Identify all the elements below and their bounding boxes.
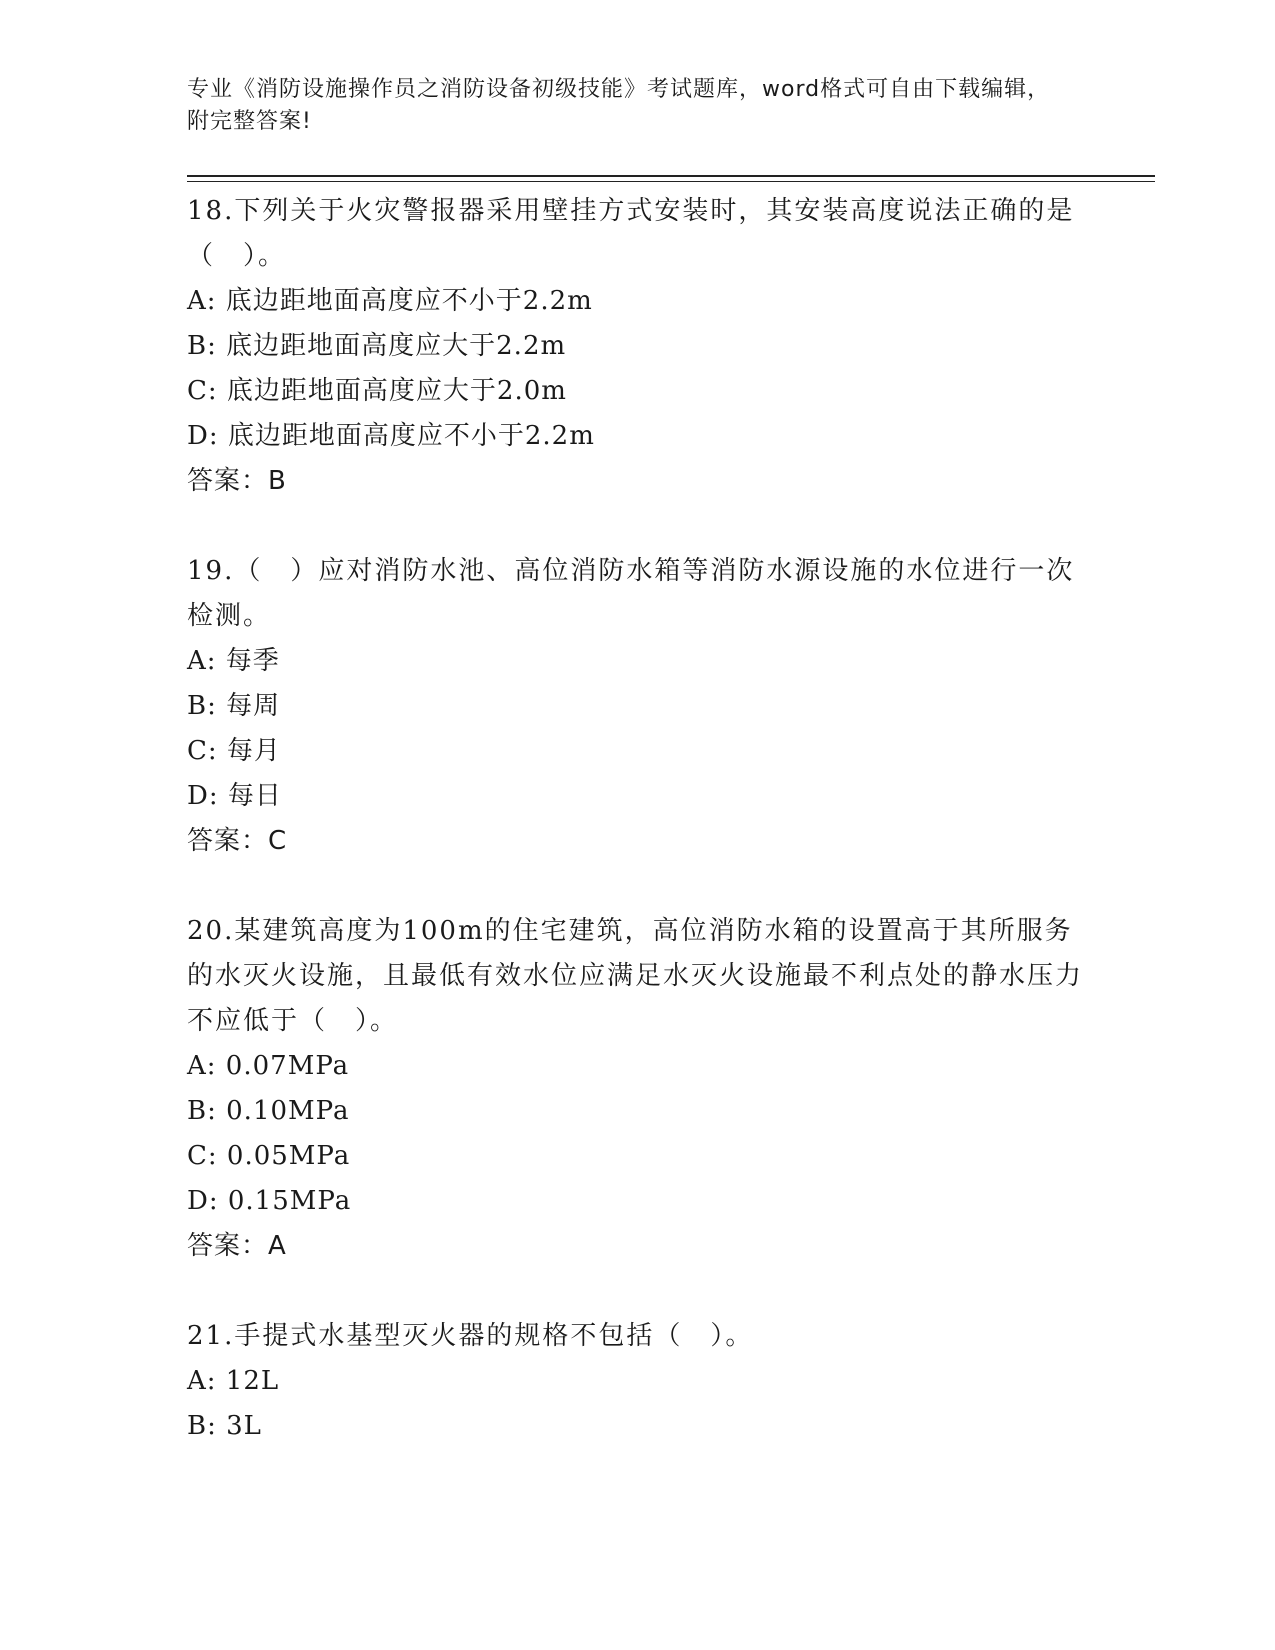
answer-line: 答案：B [187,466,287,496]
question-20 [187,909,1087,1269]
option-d: D: 底边距地面高度应不小于2.2m [187,421,595,451]
option-c: C: 0.05MPa [187,1141,351,1171]
option-d: D: 0.15MPa [187,1186,352,1216]
question-18 [187,189,1087,504]
header-rule-thin [187,181,1155,182]
question-19 [187,549,1087,864]
option-c: C: 每月 [187,736,281,766]
option-b: B: 每周 [187,691,281,721]
option-a: A: 0.07MPa [187,1051,350,1081]
question-stem: 18.下列关于火灾警报器采用壁挂方式安装时，其安装高度说法正确的是（ ）。 [187,196,1075,271]
option-a: A: 12L [187,1366,280,1396]
spacer [187,1269,1087,1314]
question-stem: 19.（ ）应对消防水池、高位消防水箱等消防水源设施的水位进行一次检测。 [187,556,1075,631]
answer-line: 答案：A [187,1231,287,1261]
header-rule-thick [187,175,1155,177]
option-c: C: 底边距地面高度应大于2.0m [187,376,567,406]
answer-line: 答案：C [187,826,288,856]
question-list [187,189,1087,1449]
option-a: A: 每季 [187,646,280,676]
question-stem: 21.手提式水基型灭火器的规格不包括（ ）。 [187,1321,754,1351]
option-b: B: 3L [187,1411,262,1441]
spacer [187,504,1087,549]
option-b: B: 0.10MPa [187,1096,350,1126]
document-header: 专业《消防设施操作员之消防设备初级技能》考试题库，word格式可自由下载编辑，附完整答案! [187,77,1051,134]
spacer [187,864,1087,909]
question-21 [187,1314,1087,1449]
option-b: B: 底边距地面高度应大于2.2m [187,331,567,361]
option-d: D: 每日 [187,781,282,811]
option-a: A: 底边距地面高度应不小于2.2m [187,286,593,316]
question-stem: 20.某建筑高度为100m的住宅建筑，高位消防水箱的设置高于其所服务的水灭火设施，且最低有效水位应满足水灭火设施最不利点处的静水压力不应低于（ ）。 [187,916,1084,1036]
